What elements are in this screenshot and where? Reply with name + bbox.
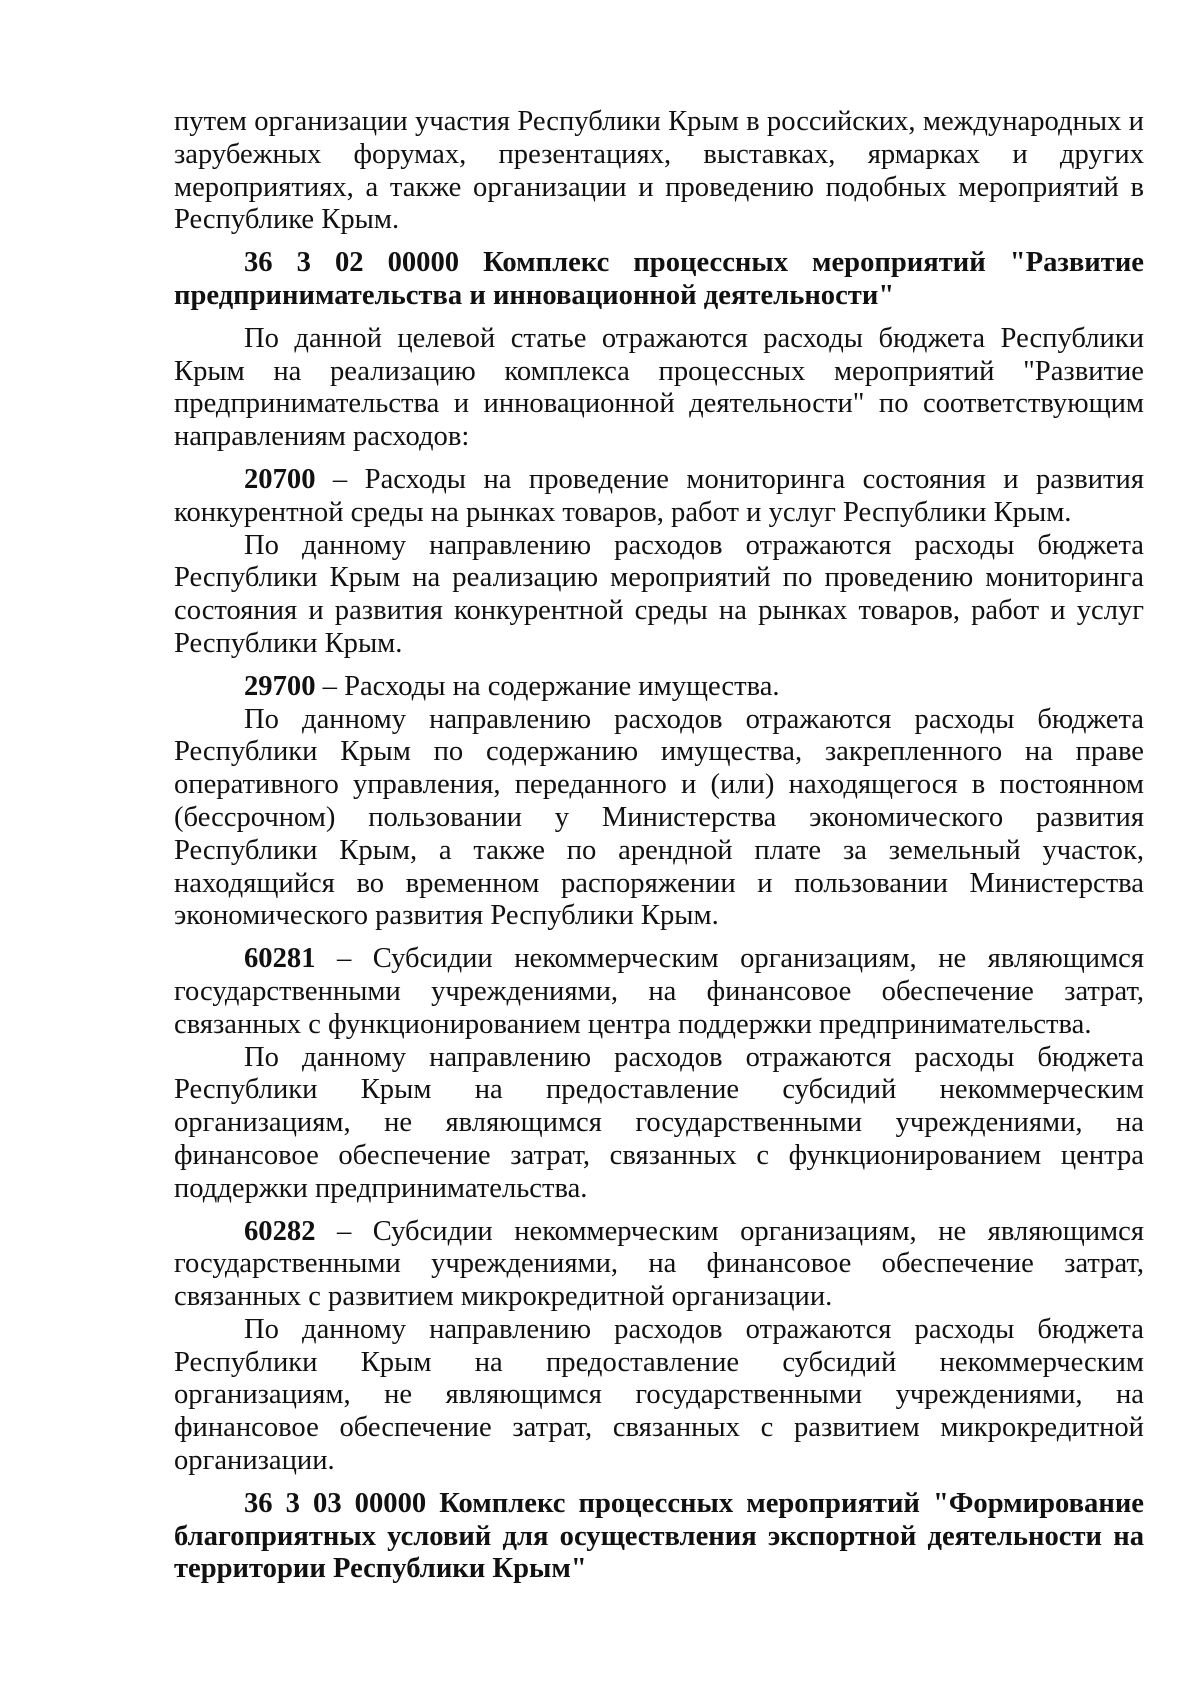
expense-code: 60282 (244, 1215, 316, 1247)
expense-title: – Субсидии некоммерческим организациям, не являющимся государственными учреждениями, на финансовое обеспечение затрат, связанных с развитием микрокредитной организации. (174, 1215, 1144, 1313)
expense-title: – Субсидии некоммерческим организациям, не являющимся государственными учреждениями, на финансовое обеспечение затрат, связанных с функционированием центра поддержки предпринимательства. (174, 943, 1144, 1040)
expense-item-60281 (174, 943, 1144, 1041)
expense-code: 29700 (244, 670, 316, 702)
paragraph-60281-description: По данному направлению расходов отражаются расходы бюджета Республики Крым на предоставление субсидий некоммерческим организациям, не являющимся государственными учреждениями, на финансовое обеспечение затрат, связанных с функционированием центра поддержки предпринимательства. (174, 1041, 1144, 1204)
expense-title: – Расходы на содержание имущества. (315, 670, 780, 702)
expense-item-29700 (174, 671, 1144, 704)
expense-item-60282 (174, 1216, 1144, 1314)
paragraph-60282-description: По данному направлению расходов отражаются расходы бюджета Республики Крым на предоставление субсидий некоммерческим организациям, не являющимся государственными учреждениями, на финансовое обеспечение затрат, связанных с развитием микрокредитной организации. (174, 1313, 1144, 1477)
paragraph-target-article-description: По данной целевой статье отражаются расходы бюджета Республики Крым на реализацию комплекса процессных мероприятий "Развитие предпринимательства и инновационной деятельности" по соответствующим направлениям расходов: (174, 322, 1144, 453)
expense-title: – Расходы на проведение мониторинга состояния и развития конкурентной среды на рынках товаров, работ и услуг Республики Крым. (174, 463, 1144, 528)
document-page (174, 106, 1144, 1586)
paragraph-20700-description: По данному направлению расходов отражаются расходы бюджета Республики Крым на реализацию мероприятий по проведению мониторинга состояния и развития конкурентной среды на рынках товаров, работ и услуг Республики Крым. (174, 529, 1144, 659)
expense-item-20700 (174, 464, 1144, 530)
section-heading-36-3-02: 36 3 02 00000 Комплекс процессных мероприятий "Развитие предпринимательства и инновационной деятельности" (174, 247, 1144, 311)
paragraph-29700-description: По данному направлению расходов отражаются расходы бюджета Республики Крым по содержанию имущества, закрепленного на праве оперативного управления, переданного и (или) находящегося в постоянном (бессрочном) пользовании у Министерства экономического развития Республики Крым, а также по арендной плате за земельный участок, находящийся во временном распоряжении и пользовании Министерства экономического развития Республики Крым. (174, 703, 1144, 932)
expense-code: 20700 (244, 463, 316, 495)
expense-code: 60281 (244, 943, 316, 975)
paragraph-forums-continuation: путем организации участия Республики Крым в российских, международных и зарубежных форумах, презентациях, выставках, ярмарках и других мероприятиях, а также организации и проведению подобных мероприятий в Республике Крым. (174, 106, 1144, 236)
section-heading-36-3-03: 36 3 03 00000 Комплекс процессных мероприятий "Формирование благоприятных условий для осуществления экспортной деятельности на территории Республики Крым" (174, 1487, 1144, 1585)
